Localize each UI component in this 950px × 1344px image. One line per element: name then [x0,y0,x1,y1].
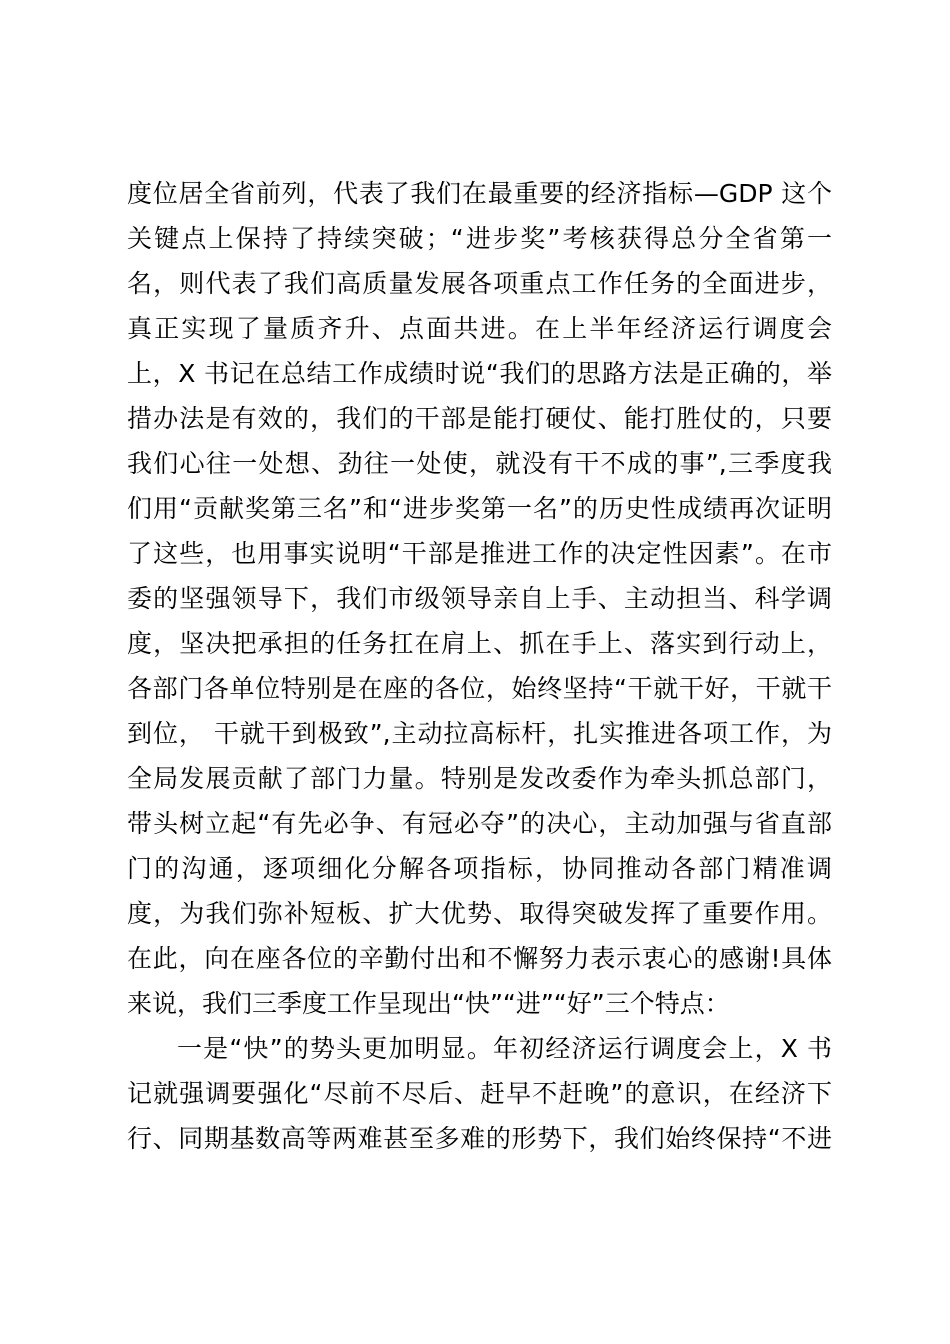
text-line: 真正实现了量质齐升、点面共进。在上半年经济运行调度会 [127,314,832,343]
text-line: 委的坚强领导下，我们市级领导亲自上手、主动担当、科学调 [127,584,832,613]
text-line: 记就强调要强化“尽前不尽后、赶早不赶晚”的意识，在经济下 [127,1079,832,1108]
text-line: 关键点上保持了持续突破；“进步奖”考核获得总分全省第一 [127,224,832,253]
document-body [127,171,832,1161]
text-line: 名，则代表了我们高质量发展各项重点工作任务的全面进步， [127,269,832,298]
text-line: 在此，向在座各位的辛勤付出和不懈努力表示衷心的感谢!具体 [127,944,832,973]
text-line: 一是“快”的势头更加明显。年初经济运行调度会上，X 书 [177,1034,832,1063]
text-line: 了这些，也用事实说明“干部是推进工作的决定性因素”。在市 [127,539,832,568]
text-line: 到位， 干就干到极致”,主动拉高标杆，扎实推进各项工作，为 [127,719,832,748]
text-line: 我们心往一处想、劲往一处使，就没有干不成的事”,三季度我 [127,449,832,478]
paragraph-2 [127,1026,832,1161]
text-line: 上，X 书记在总结工作成绩时说“我们的思路方法是正确的，举 [127,359,832,388]
text-line: 来说，我们三季度工作呈现出“快”“进”“好”三个特点： [127,989,730,1018]
text-line: 度，坚决把承担的任务扛在肩上、抓在手上、落实到行动上， [127,629,832,658]
text-line: 措办法是有效的，我们的干部是能打硬仗、能打胜仗的，只要 [127,404,832,433]
text-line: 度位居全省前列，代表了我们在最重要的经济指标—GDP 这个 [127,179,832,208]
text-line: 度，为我们弥补短板、扩大优势、取得突破发挥了重要作用。 [127,899,832,928]
text-line: 带头树立起“有先必争、有冠必夺”的决心，主动加强与省直部 [127,809,832,838]
text-line: 全局发展贡献了部门力量。特别是发改委作为牵头抓总部门， [127,764,832,793]
text-line: 门的沟通，逐项细化分解各项指标，协同推动各部门精准调 [127,854,832,883]
text-line: 行、同期基数高等两难甚至多难的形势下，我们始终保持“不进 [127,1124,832,1153]
text-line: 各部门各单位特别是在座的各位，始终坚持“干就干好，干就干 [127,674,832,703]
text-line: 们用“贡献奖第三名”和“进步奖第一名”的历史性成绩再次证明 [127,494,832,523]
paragraph-1 [127,171,832,1026]
